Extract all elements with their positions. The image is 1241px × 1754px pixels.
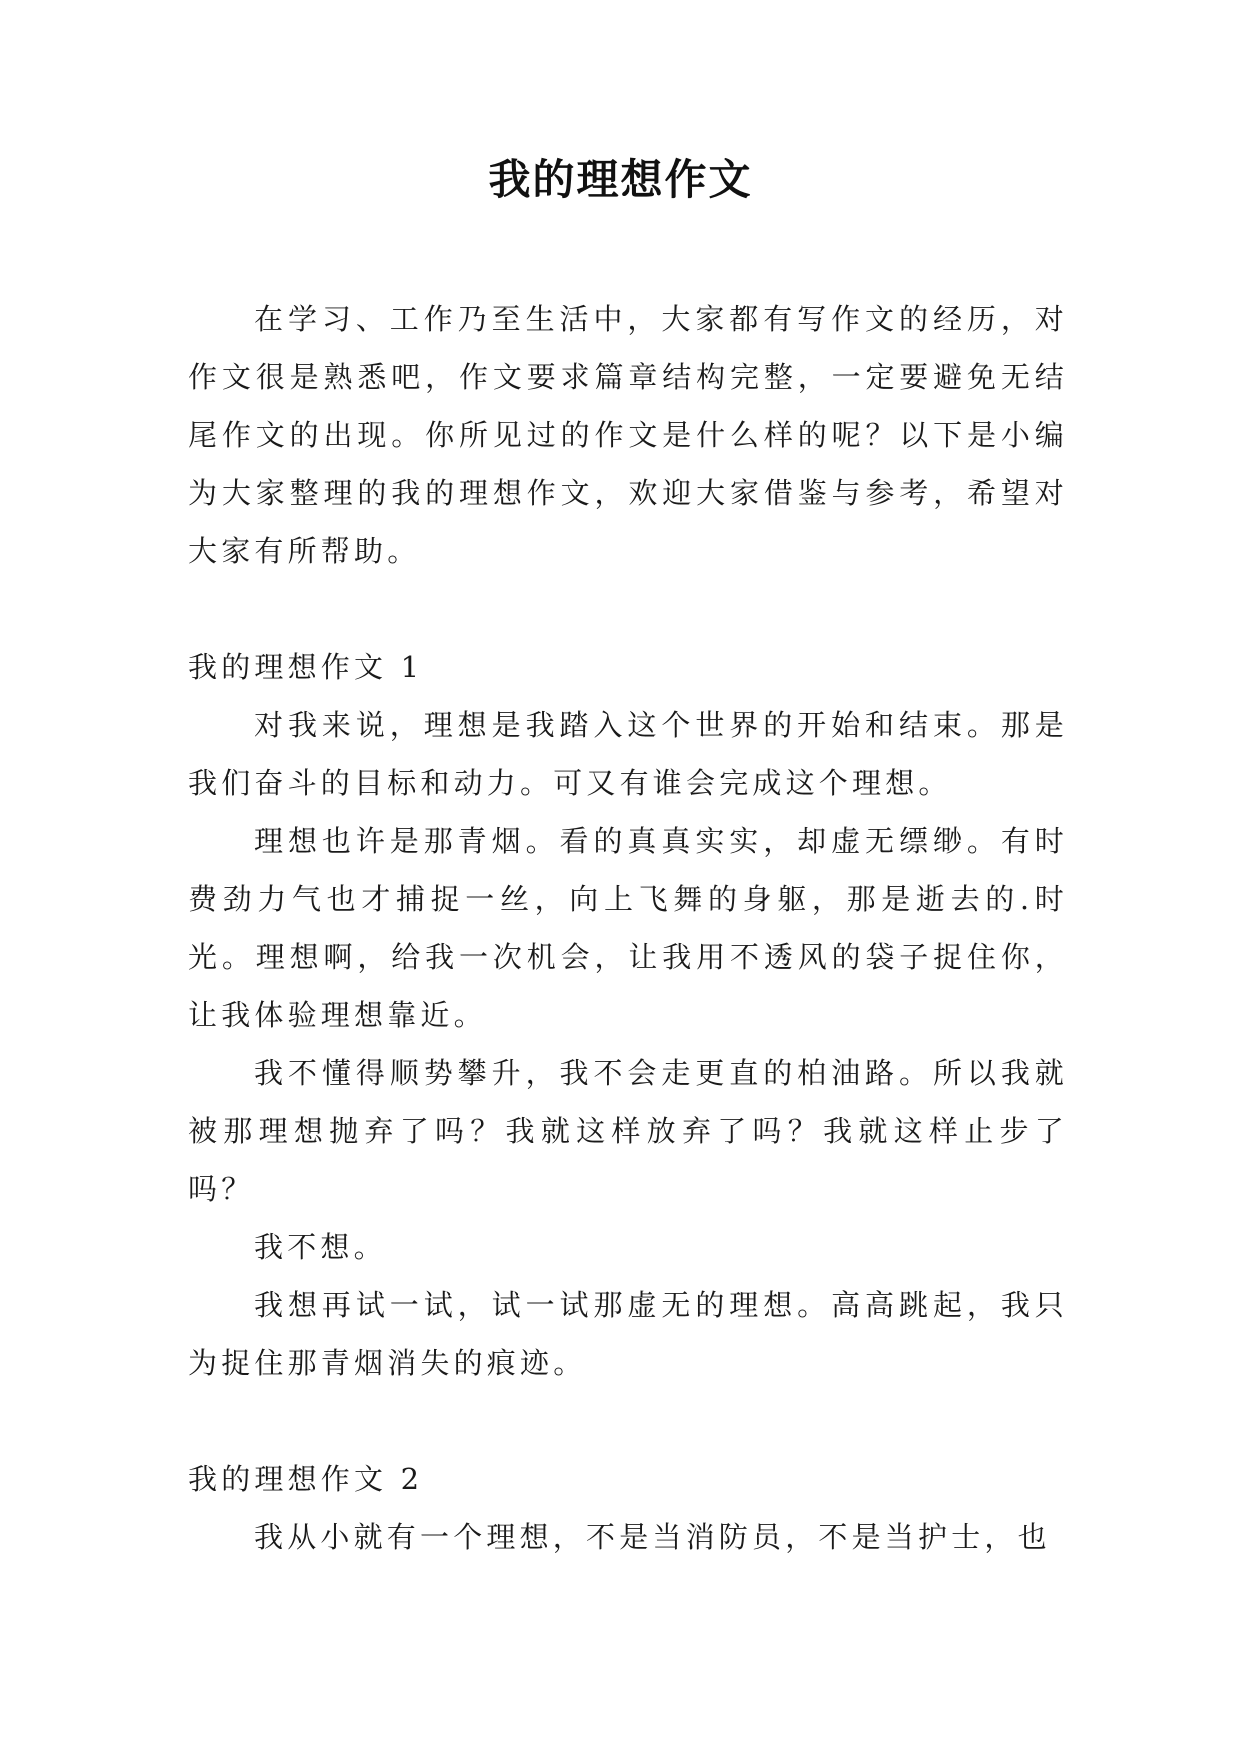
intro-paragraph: 在学习、工作乃至生活中，大家都有写作文的经历，对作文很是熟悉吧，作文要求篇章结构完整，一定要避免无结尾作文的出现。你所见过的作文是什么样的呢？以下是小编为大家整理的我的理想作文，欢迎大家借鉴与参考，希望对大家有所帮助。 (188, 302, 1068, 568)
document-title: 我的理想作文 (488, 155, 753, 204)
section-1-paragraph-4: 我不想。 (254, 1230, 387, 1264)
section-1-paragraph-2: 理想也许是那青烟。看的真真实实，却虚无缥缈。有时费劲力气也才捕捉一丝，向上飞舞的身躯，那是逝去的.时光。理想啊，给我一次机会，让我用不透风的袋子捉住你，让我体验理想靠近。 (188, 824, 1068, 1032)
section-2-paragraph-1: 我从小就有一个理想，不是当消防员，不是当护士，也 (254, 1520, 1051, 1554)
document-body (188, 290, 1068, 1566)
section-gap (188, 1392, 1068, 1450)
section-1-paragraph-1: 对我来说，理想是我踏入这个世界的开始和结束。那是我们奋斗的目标和动力。可又有谁会完成这个理想。 (188, 708, 1068, 800)
section-1-paragraph-5: 我想再试一试，试一试那虚无的理想。高高跳起，我只为捉住那青烟消失的痕迹。 (188, 1288, 1068, 1380)
section-1-paragraph-3: 我不懂得顺势攀升，我不会走更直的柏油路。所以我就被那理想抛弃了吗？我就这样放弃了吗？我就这样止步了吗？ (188, 1056, 1068, 1206)
section-gap (188, 580, 1068, 638)
section-1-heading: 我的理想作文 1 (188, 650, 424, 684)
section-2-heading: 我的理想作文 2 (188, 1462, 424, 1496)
